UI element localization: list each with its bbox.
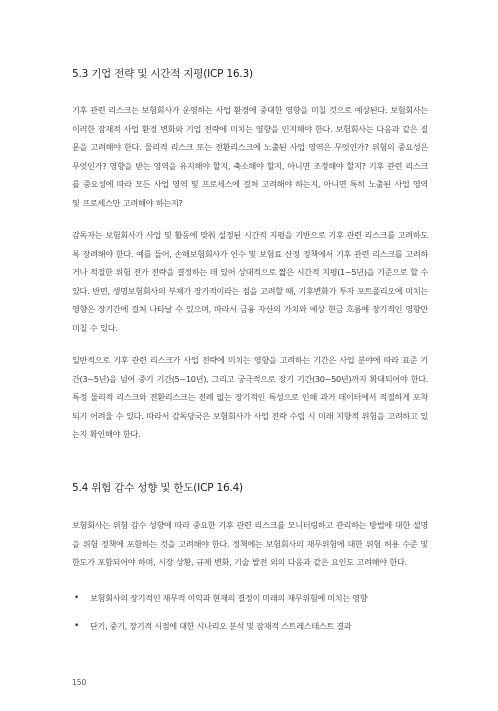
paragraph-5-3-3: 일반적으로 기후 관련 리스크가 사업 전략에 미치는 영향을 고려하는 기간은 사업 분야에 따라 표준 기간(3~5년)을 넘어 중기 기간(5~10년), 그리고 궁극적으로 장기 기간(30~50년)까지 확대되어야 한다. 특정 물리적 리스크와 전환리스크는 전례 없는 장기적인 특성으로 인해 과거 데이터에서 적절하게 포착되기 어려울 수 있다. 따라서 감독당국은 보험회사가 사업 전략 수립 시 미래 지향적 위험을 고려하고 있는지 확인해야 한다. xyxy=(72,355,428,440)
paragraph-5-3-2: 감독자는 보험회사가 사업 및 활동에 맞춰 설정된 시간적 지평을 기반으로 기후 관련 리스크를 고려하도록 장려해야 한다. 예를 들어, 손해보험회사가 인수 및 보험료 산정 정책에서 기후 관련 리스크를 고려하거나 적절한 위험 전가 전략을 결정하는 데 있어 상대적으로 짧은 시간적 지평(1~5년)을 기준으로 할 수 있다. 반면, 생명보험회사의 부채가 장기적이라는 점을 고려할 때, 기후변화가 투자 포트폴리오에 미치는 영향은 장기간에 걸쳐 나타날 수 있으며, 따라서 금융 자산의 가치와 예상 현금 흐름에 장기적인 영향만 미칠 수 있다. xyxy=(72,230,428,333)
paragraph-5-3-1: 기후 관련 리스크는 보험회사가 운영하는 사업 환경에 중대한 영향을 미칠 것으로 예상된다. 보험회사는 이러한 잠재적 사업 환경 변화와 기업 전략에 미치는 영향을 인지해야 한다. 보험회사는 다음과 같은 질문을 고려해야 한다. 물리적 리스크 또는 전환리스크에 노출된 사업 영역은 무엇인가? 위험의 중요성은 무엇인가? 영향을 받는 영역을 유지해야 할지, 축소해야 할지, 아니면 조정해야 할지? 기후 관련 리스크를 중요성에 따라 모든 사업 영역 및 프로세스에 걸쳐 고려해야 하는지, 아니면 특히 노출된 사업 영역 및 프로세스만 고려해야 하는지? xyxy=(72,105,428,208)
list-item xyxy=(72,592,432,604)
bullet-list xyxy=(72,592,432,648)
bullet-text: 단기, 중기, 장기적 시점에 대한 시나리오 분석 및 잠재적 스트레스테스트 결과 xyxy=(90,621,352,631)
bullet-icon: • xyxy=(74,593,79,603)
section-heading-5-4: 5.4 위험 감수 성향 및 한도(ICP 16.4) xyxy=(72,482,243,494)
section-heading-5-3: 5.3 기업 전략 및 시간적 지평(ICP 16.3) xyxy=(72,68,253,80)
list-item xyxy=(72,620,432,632)
paragraph-5-4-1: 보험회사는 위험 감수 성향에 따라 중요한 기후 관련 리스크를 모니터링하고 관리하는 방법에 대한 설명을 위험 정책에 포함하는 것을 고려해야 한다. 정책에는 보험회사의 재무위험에 대한 위험 허용 수준 및 한도가 포함되어야 하며, 시장 상황, 규제 변화, 기술 발전 외의 다음과 같은 요인도 고려해야 한다. xyxy=(72,520,428,568)
page-number: 150 xyxy=(72,678,87,687)
bullet-text: 보험회사의 장기적인 재무적 이익과 현재의 결정이 미래의 재무위험에 미치는 영향 xyxy=(90,593,368,603)
bullet-icon: • xyxy=(74,621,79,631)
